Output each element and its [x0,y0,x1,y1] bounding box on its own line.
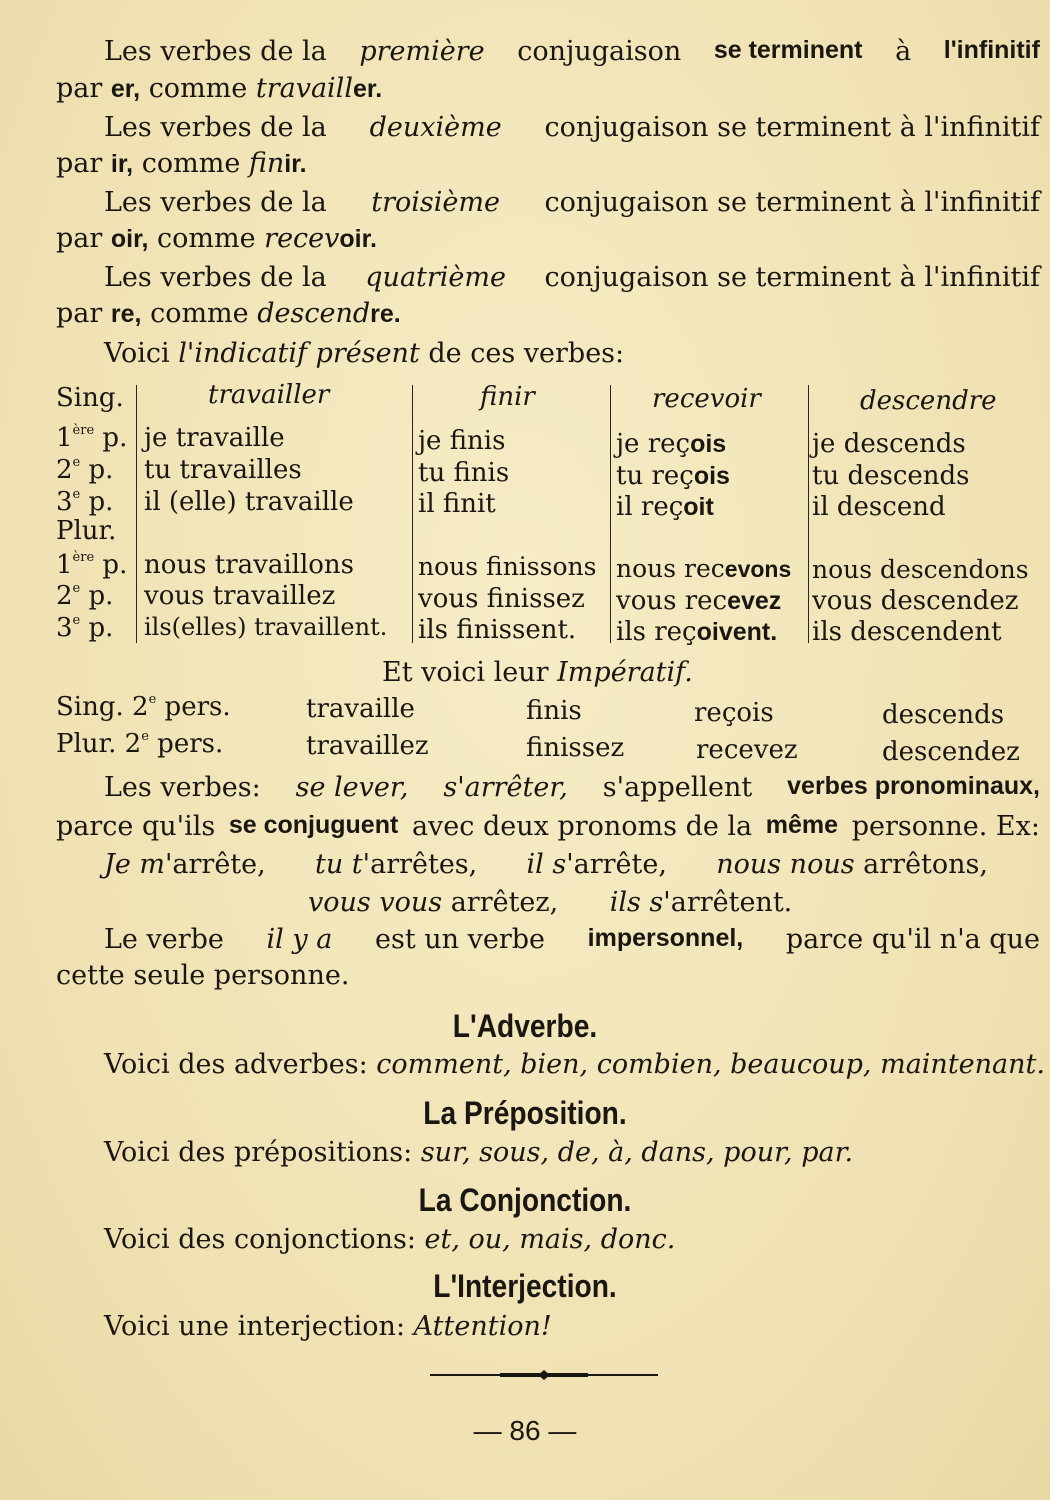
ornament-rule [430,1370,658,1380]
heading-adverbe: L'Adverbe. [452,1008,598,1044]
conj-finir: nous finissons [418,552,597,581]
table-plur-label: Plur. [56,516,117,546]
person-label: 2e p. [56,455,114,485]
person-label: 1ère p. [56,423,128,453]
conj-descendre: nous descendons [812,555,1029,584]
table-rule [808,385,809,643]
table-header-finir: finir [480,382,535,412]
conj-recevoir: vous recevez [616,586,782,616]
impersonnel-line1: Le verbe il y a est un verbe impersonnel, parce qu'il n'a que [104,924,1040,955]
conj-travailler: nous travaillons [144,550,355,580]
paragraph-second-conjugation-line1: Les verbes de la deuxième conjugaison se terminent à l'infinitif [104,112,1040,143]
paragraph-second-conjugation-line2: par ir, comme finir. [56,148,307,179]
heading-preposition: La Préposition. [423,1095,627,1131]
conj-finir: je finis [418,426,506,456]
indicatif-intro: Voici l'indicatif présent de ces verbes: [104,338,625,369]
conj-recevoir: nous recevons [616,554,792,583]
adverbe-examples: Voici des adverbes: comment, bien, combien, beaucoup, maintenant. [104,1049,1045,1080]
conj-recevoir: tu reçois [616,461,730,491]
table-rule [412,385,413,643]
table-rule [136,385,137,643]
conj-descendre: je descends [812,429,966,459]
table-header-descendre: descendre [860,386,997,416]
person-label: 2e p. [56,581,114,611]
conj-finir: vous finissez [418,584,585,614]
conj-travailler: ils(elles) travaillent. [144,613,388,641]
conj-travailler: tu travailles [144,455,302,485]
paragraph-first-conjugation-line2: par er, comme travailler. [56,73,383,104]
textbook-page: Les verbes de la première conjugaison se terminent à l'infinitif par er, comme travailler. Les verbes de la deuxième conjugaison se terminent à l'infinitif par ir, comme finir. Les verbes de la troisième conjugaison se terminent à l'infinitif par oir, comme recevoir. Les verbes de la quatrième conjugaison se terminent à l'infinitif par re, comme descendre. Voici l'indicatif présent de ces verbes: Sing. travailler finir recevoir descendre 1ère p. 2e p. 3e p. Plur. 1ère p. 2e p. 3e p. je travaille tu travailles il (elle) travaille nous travaillons vous travaillez ils(elles) travaillent. je finis tu finis il finit nous finissons vous finissez ils finissent. je reçois tu reçois il reçoit nous recevons vous recevez ils reçoivent. je descends tu descends il descend nous descendons vous descendez ils descendent Et voici leur Impératif. Sing. 2e pers. travaille finis reçois descends Plur. 2e pers. travaillez finissez recevez descendez Les verbes: se lever, s'arrêter, s'appellent verbes pronominaux, parce qu'ils se conjuguent avec deux pronoms de la même personne. Ex: Je m'arrête, tu t'arrêtes, il s'arrête, nous nous arrêtons, vous vous arrêtez, ils s'arrêtent. Le verbe il y a est un verbe impersonnel, parce qu'il n'a que cette seule personne. L'Adverbe. Voici des adverbes: comment, bien, combien, beaucoup, maintenant. La Préposition. Voici des prépositions: sur, sous, de, à, dans, pour, par. La Conjonction. Voici des conjonctions: et, ou, mais, donc. L'Interjection. Voici une interjection: Attention! — 86 — [0,0,1050,1500]
interjection-examples: Voici une interjection: Attention! [104,1311,552,1342]
conj-recevoir: je reçois [616,429,727,459]
conj-recevoir: il reçoit [616,492,714,522]
preposition-examples: Voici des prépositions: sur, sous, de, à, dans, pour, par. [104,1137,854,1168]
table-sing-label: Sing. [56,383,124,413]
pronominaux-line1: Les verbes: se lever, s'arrêter, s'appellent verbes pronominaux, [104,772,1040,803]
conj-descendre: ils descendent [812,617,1002,647]
conj-travailler: il (elle) travaille [144,487,354,517]
conj-travailler: vous travaillez [144,581,336,611]
pronominaux-examples-line2: vous vous arrêtez, ils s'arrêtent. [308,887,793,918]
conj-finir: ils finissent. [418,615,577,645]
conj-descendre: vous descendez [812,586,1019,616]
table-header-recevoir: recevoir [652,384,761,414]
paragraph-third-conjugation-line1: Les verbes de la troisième conjugaison se terminent à l'infinitif [104,187,1040,218]
pronominaux-examples-line1: Je m'arrête, tu t'arrêtes, il s'arrête, nous nous arrêtons, [104,849,988,880]
paragraph-third-conjugation-line2: par oir, comme recevoir. [56,223,377,254]
paragraph-first-conjugation-line1: Les verbes de la première conjugaison se terminent à l'infinitif [104,36,1040,67]
table-rule [610,385,611,643]
person-label: 1ère p. [56,550,128,580]
conj-finir: il finit [418,489,496,519]
impersonnel-line2: cette seule personne. [56,960,350,991]
page-number: — 86 — [473,1415,577,1446]
heading-interjection: L'Interjection. [433,1268,617,1304]
person-label: 3e p. [56,613,114,643]
conj-descendre: tu descends [812,461,970,491]
person-label: 3e p. [56,487,114,517]
conj-travailler: je travaille [144,423,285,453]
paragraph-fourth-conjugation-line1: Les verbes de la quatrième conjugaison se terminent à l'infinitif [104,262,1040,293]
conj-recevoir: ils reçoivent. [616,617,778,647]
conjonction-examples: Voici des conjonctions: et, ou, mais, donc. [104,1224,676,1255]
paragraph-fourth-conjugation-line2: par re, comme descendre. [56,298,401,329]
table-header-travailler: travailler [208,380,330,410]
pronominaux-line2: parce qu'ils se conjuguent avec deux pronoms de la même personne. Ex: [56,811,1040,842]
heading-conjonction: La Conjonction. [418,1182,632,1218]
imperatif-intro: Et voici leur Impératif. [382,657,693,688]
conj-descendre: il descend [812,492,946,522]
conj-finir: tu finis [418,458,510,488]
